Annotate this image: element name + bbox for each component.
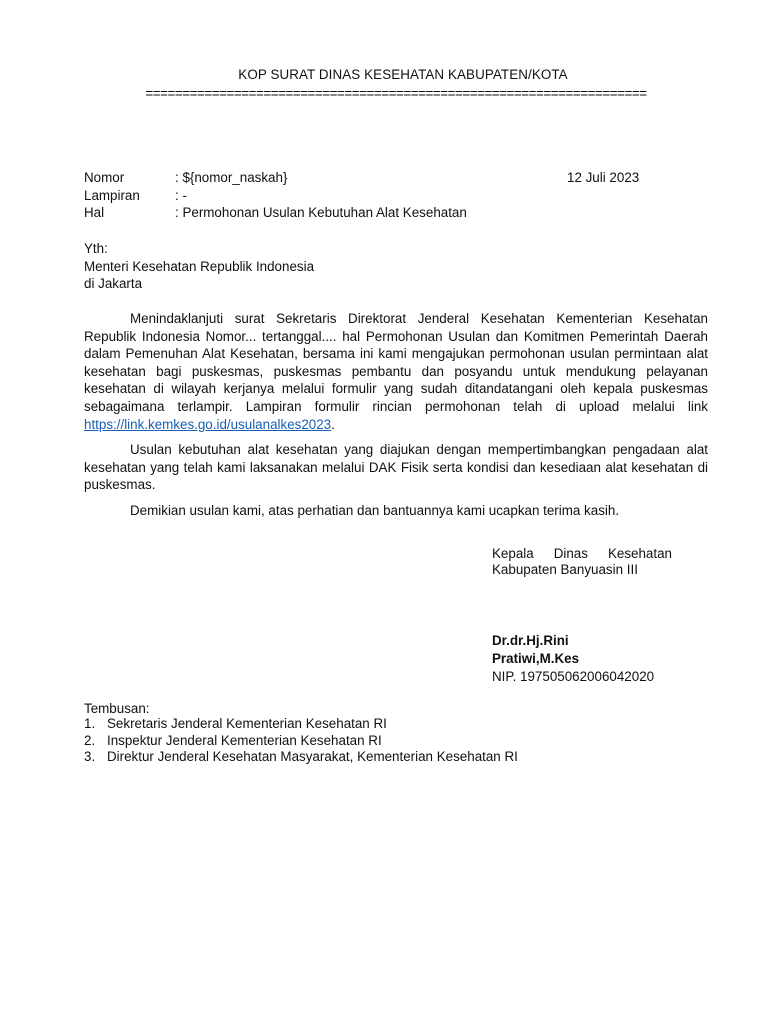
- recipient-place: di Jakarta: [84, 276, 143, 291]
- lampiran-label: Lampiran: [84, 188, 140, 203]
- upload-link[interactable]: https://link.kemkes.go.id/usulanalkes2023: [84, 416, 332, 432]
- body-paragraph-3: [84, 502, 708, 520]
- nomor-value: : ${nomor_naskah}: [175, 170, 288, 185]
- recipient-name: Menteri Kesehatan Republik Indonesia: [84, 259, 315, 274]
- signatory-nip: NIP. 197505062006042020: [492, 669, 655, 684]
- body-paragraph-3-text: Demikian usulan kami, atas perhatian dan bantuannya kami ucapkan terima kasih.: [130, 503, 620, 518]
- hal-label: Hal: [84, 205, 105, 220]
- tembusan-item-number: 3.: [84, 749, 96, 764]
- signature-position-line-2: Kabupaten Banyuasin III: [492, 562, 638, 577]
- signatory-name-line-2: Pratiwi,M.Kes: [492, 651, 580, 666]
- body-paragraph-2-text: Usulan kebutuhan alat kesehatan yang diajukan dengan mempertimbangkan pengadaan alat kesehatan yang telah kami laksanakan melalui DAK Fisik serta kondisi dan kesediaan alat kesehatan di puskesmas.: [84, 442, 708, 493]
- letter-date: 12 Juli 2023: [567, 170, 640, 185]
- lampiran-value: : -: [175, 188, 187, 203]
- body-paragraph-2: [84, 441, 708, 494]
- signature-position-line-1: Kepala Dinas Kesehatan: [492, 546, 672, 561]
- body-paragraph-1: [84, 310, 708, 433]
- tembusan-item: Inspektur Jenderal Kementerian Kesehatan RI: [107, 733, 382, 748]
- tembusan-item-number: 1.: [84, 716, 96, 731]
- body-paragraph-1-end: .: [331, 416, 335, 432]
- body-paragraph-1-text: Menindaklanjuti surat Sekretaris Direktorat Jenderal Kesehatan Kementerian Kesehatan Republik Indonesia Nomor... tertanggal.... hal Permohonan Usulan dan Komitmen Pemerintah Daerah dalam Pemenuhan Alat Kesehatan, bersama ini kami mengajukan permohonan usulan permintaan alat kesehatan bagi puskesmas, puskesmas pembantu dan posyandu untuk mendukung pelayanan kesehatan di wilayah kerjanya melalui formulir yang sudah ditandatangani oleh kepala puskesmas sebagaimana terlampir. Lampiran formulir rincian permohonan telah di upload melalui link: [84, 311, 708, 414]
- tembusan-item: Direktur Jenderal Kesehatan Masyarakat, Kementerian Kesehatan RI: [107, 749, 518, 764]
- recipient-salutation: Yth:: [84, 241, 108, 256]
- hal-value: : Permohonan Usulan Kebutuhan Alat Kesehatan: [175, 205, 467, 220]
- tembusan-label: Tembusan:: [84, 701, 150, 716]
- tembusan-item-number: 2.: [84, 733, 96, 748]
- letterhead-divider: ====================================================================: [145, 86, 647, 101]
- signatory-name-line-1: Dr.dr.Hj.Rini: [492, 633, 569, 648]
- tembusan-item: Sekretaris Jenderal Kementerian Kesehatan RI: [107, 716, 387, 731]
- nomor-label: Nomor: [84, 170, 125, 185]
- letterhead-title: KOP SURAT DINAS KESEHATAN KABUPATEN/KOTA: [238, 67, 568, 82]
